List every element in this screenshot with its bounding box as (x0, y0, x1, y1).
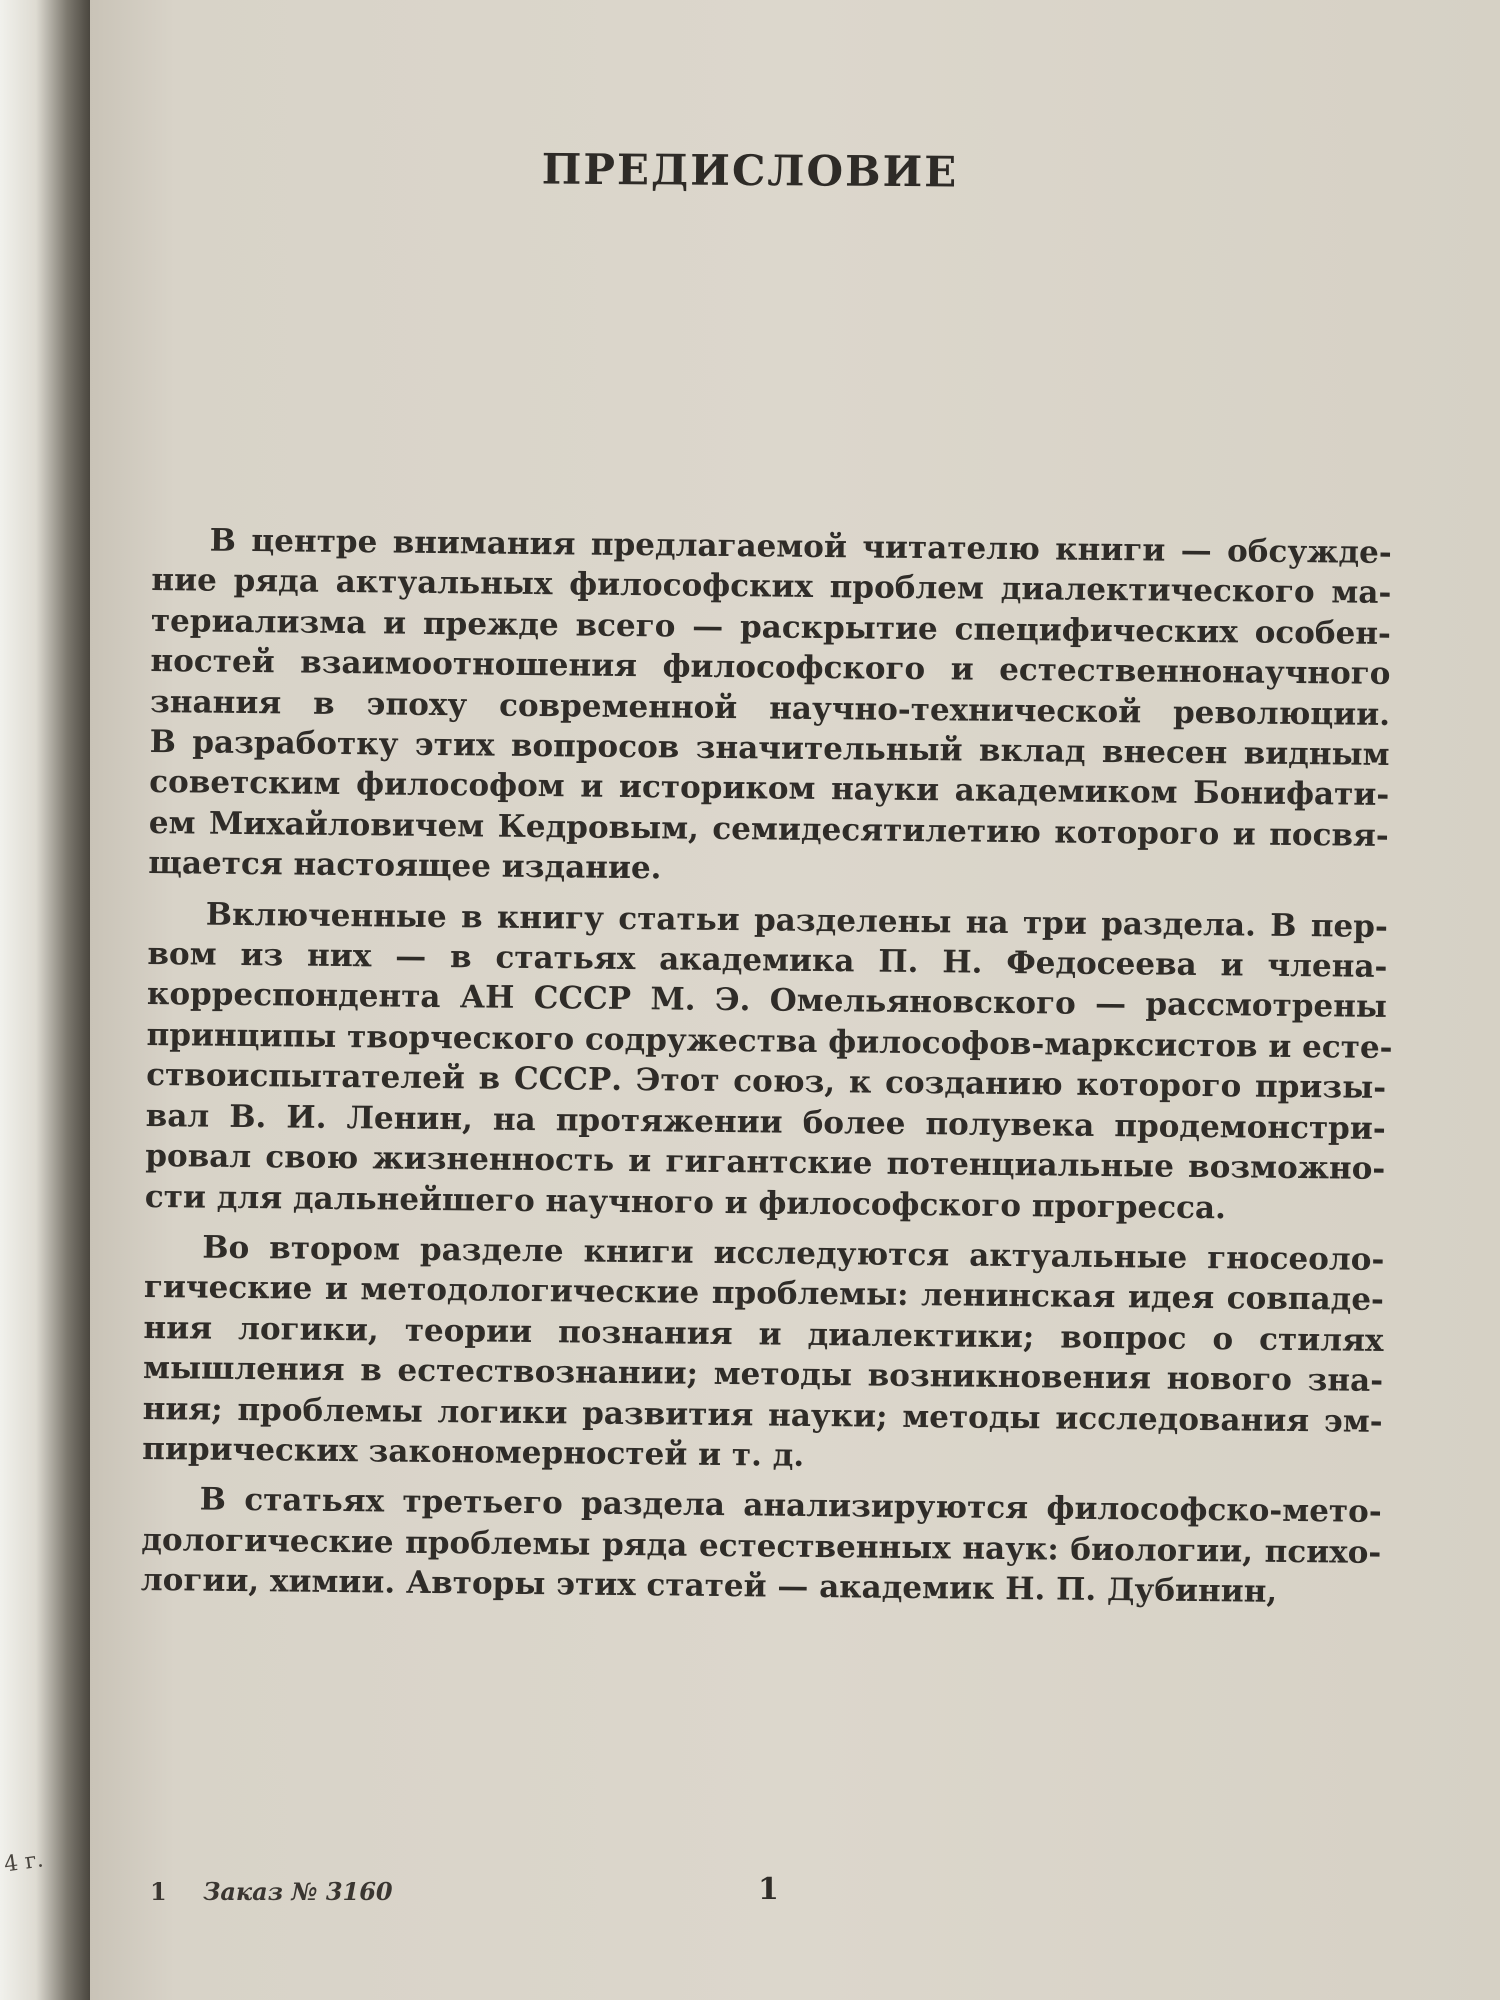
text-line: ем Михайловичем Кедровым, семидесятилетию которого и посвя- (148, 804, 1389, 854)
page-number: 1 (758, 1872, 779, 1907)
text-line: логии, химии. Авторы этих статей — академик Н. П. Дубинин, (140, 1562, 1278, 1610)
text-line: В разработку этих вопросов значительный вклад внесен видным (149, 724, 1390, 774)
text-line: териализма и прежде всего — раскрытие специфических особен- (150, 602, 1392, 652)
paragraph (141, 1479, 1382, 1613)
text-line: ровал свою жизненность и гигантские потенциальные возможно- (145, 1138, 1386, 1188)
paragraph (148, 520, 1392, 897)
text-line: советским философом и историком науки академиком Бонифати- (149, 764, 1390, 814)
paragraph (144, 894, 1393, 1230)
text-line: вом из них — в статьях академика П. Н. Федосеева и члена- (147, 936, 1388, 986)
text-line: ние ряда актуальных философских проблем диалектического ма- (151, 562, 1392, 612)
text-line: Включенные в книгу статьи разделены на три раздела. В пер- (205, 896, 1388, 945)
preface-body (141, 520, 1392, 1623)
signature-number: 1 (150, 1877, 167, 1906)
text-line: ностей взаимоотношения философского и естественнонаучного (150, 643, 1391, 693)
text-line: В статьях третьего раздела анализируются философско-мето- (199, 1481, 1382, 1531)
text-line: ния логики, теории познания и диалектики; вопрос о стилях (143, 1309, 1384, 1359)
page-title: ПРЕДИСЛОВИЕ (541, 144, 959, 197)
text-line: сти для дальнейшего научного и философского прогресса. (144, 1178, 1227, 1226)
text-line: гические и методологические проблемы: ленинская идея совпаде- (143, 1269, 1385, 1319)
text-line: принципы творческого содружества философов-марксистов и есте- (146, 1016, 1393, 1066)
text-line: ния; проблемы логики развития науки; методы исследования эм- (142, 1390, 1383, 1440)
text-line: вал В. И. Ленин, на протяжении более полувека продемонстри- (145, 1097, 1386, 1147)
text-line: корреспондента АН СССР М. Э. Омельяновского — рассмотрены (146, 976, 1388, 1026)
text-line: знания в эпоху современной научно-технической революции. (149, 683, 1391, 733)
book-gutter (0, 0, 90, 2000)
text-line: пирических закономерностей и т. д. (142, 1430, 805, 1474)
paragraph (142, 1227, 1384, 1482)
text-line: Во втором разделе книги исследуются актуальные гносеоло- (202, 1229, 1385, 1278)
text-line: мышления в естествознании; методы возникновения нового зна- (142, 1350, 1384, 1400)
text-line: В центре внимания предлагаемой читателю книги — обсужде- (209, 522, 1392, 571)
text-line: ствоиспытателей в СССР. Этот союз, к созданию которого призы- (145, 1057, 1387, 1107)
printer-signature (150, 1877, 393, 1906)
margin-note: 4 г. (2, 1847, 46, 1878)
text-line: щается настоящее издание. (148, 845, 662, 887)
text-line: дологические проблемы ряда естественных наук: биологии, психо- (141, 1521, 1382, 1571)
order-label: Заказ № 3160 (203, 1877, 393, 1906)
